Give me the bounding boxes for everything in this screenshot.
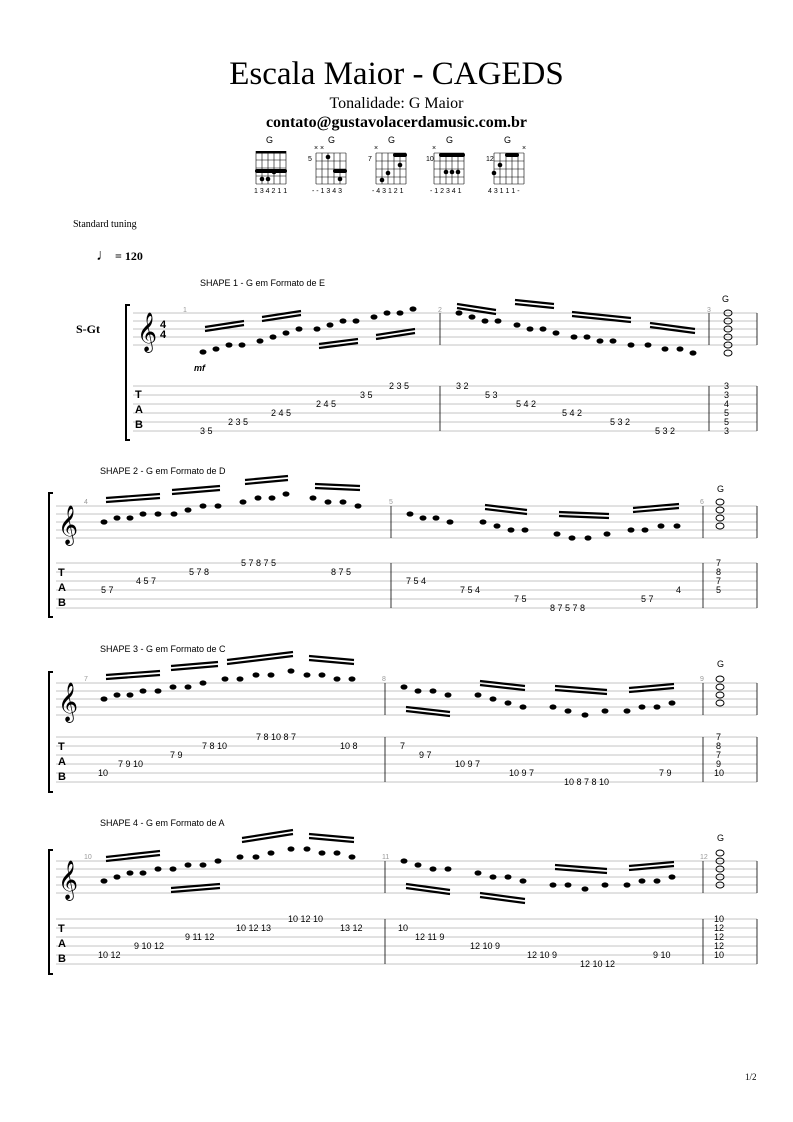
svg-text:7 5 4: 7 5 4 (406, 576, 427, 586)
svg-text:6: 6 (700, 499, 704, 506)
svg-text:7 5: 7 5 (514, 594, 527, 604)
system-3 (49, 652, 757, 792)
svg-text:4: 4 (84, 499, 88, 506)
svg-text:5: 5 (389, 499, 393, 506)
svg-text:9 7: 9 7 (419, 750, 432, 760)
svg-text:12 10 9: 12 10 9 (527, 950, 558, 960)
svg-text:5 7: 5 7 (641, 594, 654, 604)
chord-fingering: 1 3 4 2 1 1 (254, 188, 288, 195)
treble-clef-icon: 𝄞 (58, 683, 79, 721)
chord-fret: 7 (368, 156, 372, 163)
svg-text:5: 5 (724, 417, 730, 427)
system-2 (49, 476, 757, 617)
tuning-label: Standard tuning (73, 219, 137, 230)
svg-text:12: 12 (714, 932, 725, 942)
svg-text:5 3 2: 5 3 2 (610, 417, 631, 427)
svg-text:B: B (135, 419, 143, 431)
svg-text:7 9 10: 7 9 10 (118, 759, 144, 769)
chord-name: G (328, 135, 336, 145)
svg-text:×: × (432, 145, 437, 152)
section-label-3: SHAPE 3 - G em Formato de C (100, 644, 226, 654)
svg-text:10 9 7: 10 9 7 (509, 768, 535, 778)
system-1 (126, 294, 757, 440)
svg-text:13 12: 13 12 (340, 923, 363, 933)
svg-text:7 5 4: 7 5 4 (460, 585, 481, 595)
svg-text:3 5: 3 5 (200, 426, 213, 436)
svg-text:2 4 5: 2 4 5 (316, 399, 337, 409)
treble-clef-icon: 𝄞 (58, 861, 79, 899)
svg-text:4: 4 (160, 319, 167, 331)
svg-text:10: 10 (714, 950, 725, 960)
dynamic-marking: mf (194, 363, 205, 373)
svg-text:5 3 2: 5 3 2 (655, 426, 676, 436)
svg-text:5: 5 (716, 585, 722, 595)
svg-text:9 10 12: 9 10 12 (134, 941, 165, 951)
svg-text:7 9: 7 9 (170, 750, 183, 760)
svg-text:8 7 5 7 8: 8 7 5 7 8 (550, 603, 586, 613)
svg-text:10: 10 (398, 923, 409, 933)
page-number: 1/2 (745, 1072, 757, 1082)
svg-text:T: T (58, 567, 65, 579)
svg-text:3 2: 3 2 (456, 381, 469, 391)
svg-text:7: 7 (400, 741, 406, 751)
svg-text:12 11 9: 12 11 9 (415, 932, 445, 942)
svg-text:5 3: 5 3 (485, 390, 498, 400)
svg-text:7 9: 7 9 (659, 768, 672, 778)
svg-text:1: 1 (183, 307, 187, 314)
chord-symbol: G (722, 294, 730, 304)
svg-text:2 3 5: 2 3 5 (228, 417, 249, 427)
svg-text:5 7 8: 5 7 8 (189, 567, 210, 577)
svg-text:10 9 7: 10 9 7 (455, 759, 481, 769)
contact-email: contato@gustavolacerdamusic.com.br (265, 114, 528, 131)
svg-text:3: 3 (707, 307, 711, 314)
chord-fingering: - 1 2 3 4 1 (430, 188, 462, 195)
svg-text:T: T (58, 923, 65, 935)
svg-text:7 8 10: 7 8 10 (202, 741, 228, 751)
svg-text:9: 9 (700, 676, 704, 683)
chord-fingering: - - 1 3 4 3 (312, 188, 342, 195)
svg-text:2: 2 (438, 307, 442, 314)
svg-text:× ×: × × (314, 145, 325, 152)
svg-text:10: 10 (714, 768, 725, 778)
svg-text:T: T (135, 389, 142, 401)
svg-text:4 5 7: 4 5 7 (136, 576, 157, 586)
svg-text:5: 5 (724, 408, 730, 418)
notes-measure-1 (200, 306, 417, 354)
svg-text:2 4 5: 2 4 5 (271, 408, 292, 418)
svg-text:7: 7 (84, 676, 88, 683)
svg-text:5 4 2: 5 4 2 (562, 408, 583, 418)
svg-text:8: 8 (716, 567, 722, 577)
svg-text:A: A (58, 938, 66, 950)
svg-text:A: A (58, 582, 66, 594)
system-4 (49, 830, 757, 974)
chord-fret: 12 (486, 156, 494, 163)
tab-numbers-1 (200, 381, 729, 436)
svg-text:7 8 10 8 7: 7 8 10 8 7 (256, 732, 297, 742)
svg-text:9 11 12: 9 11 12 (185, 932, 215, 942)
svg-text:×: × (374, 145, 379, 152)
svg-text:3: 3 (724, 426, 730, 436)
svg-text:11: 11 (382, 854, 390, 861)
svg-text:2 3 5: 2 3 5 (389, 381, 410, 391)
svg-text:10 12 13: 10 12 13 (236, 923, 272, 933)
svg-text:10 8 7 8 10: 10 8 7 8 10 (564, 777, 610, 787)
chord-name: G (388, 135, 396, 145)
svg-text:9: 9 (716, 759, 722, 769)
chord-symbol: G (717, 833, 725, 843)
quarter-note-icon: ♩ (96, 247, 112, 264)
chord-fret: 10 (426, 156, 434, 163)
svg-text:9 10: 9 10 (653, 950, 671, 960)
svg-text:8: 8 (716, 741, 722, 751)
svg-text:12 10 12: 12 10 12 (580, 959, 616, 969)
svg-text:T: T (58, 741, 65, 753)
svg-text:7: 7 (716, 576, 722, 586)
svg-text:10: 10 (98, 768, 109, 778)
svg-text:7: 7 (716, 750, 722, 760)
svg-text:×: × (522, 145, 527, 152)
svg-text:7: 7 (716, 558, 722, 568)
svg-text:10 12 10: 10 12 10 (288, 914, 324, 924)
svg-text:10 12: 10 12 (98, 950, 121, 960)
svg-text:5 7: 5 7 (101, 585, 114, 595)
treble-clef-icon: 𝄞 (58, 506, 79, 544)
svg-text:A: A (135, 404, 143, 416)
svg-text:B: B (58, 597, 66, 609)
svg-text:4: 4 (676, 585, 682, 595)
svg-text:3 5: 3 5 (360, 390, 373, 400)
svg-text:12: 12 (714, 923, 725, 933)
svg-text:4: 4 (160, 329, 167, 341)
svg-text:10: 10 (84, 854, 92, 861)
score-title: Escala Maior - CAGEDS (229, 56, 564, 92)
svg-text:12 10 9: 12 10 9 (470, 941, 501, 951)
svg-text:5 4 2: 5 4 2 (516, 399, 537, 409)
svg-text:8: 8 (382, 676, 386, 683)
section-label-1: SHAPE 1 - G em Formato de E (200, 278, 326, 288)
svg-text:B: B (58, 771, 66, 783)
chord-fingering: 4 3 1 1 1 - (488, 188, 520, 195)
chord-symbol: G (717, 484, 725, 494)
section-label-2: SHAPE 2 - G em Formato de D (100, 466, 226, 476)
svg-text:B: B (58, 953, 66, 965)
svg-text:12: 12 (700, 854, 708, 861)
svg-text:5 7 8 7 5: 5 7 8 7 5 (241, 558, 277, 568)
chord-name: G (266, 135, 274, 145)
svg-text:A: A (58, 756, 66, 768)
chord-symbol: G (717, 659, 725, 669)
section-label-4: SHAPE 4 - G em Formato de A (100, 818, 225, 828)
svg-text:4: 4 (724, 399, 730, 409)
svg-text:8 7 5: 8 7 5 (331, 567, 352, 577)
chord-fret: 5 (308, 156, 312, 163)
chord-name: G (504, 135, 512, 145)
svg-text:7: 7 (716, 732, 722, 742)
track-name: S-Gt (76, 322, 100, 336)
tempo-marking: ♩ = 120 (96, 247, 143, 264)
svg-text:3: 3 (724, 381, 730, 391)
chord-fingering: - 4 3 1 2 1 (372, 188, 404, 195)
score-subtitle: Tonalidade: G Maior (329, 95, 464, 112)
treble-clef-icon: 𝄞 (137, 313, 158, 351)
svg-text:3: 3 (724, 390, 730, 400)
svg-text:10: 10 (714, 914, 725, 924)
chord-name: G (446, 135, 454, 145)
svg-text:10 8: 10 8 (340, 741, 358, 751)
svg-text:12: 12 (714, 941, 725, 951)
